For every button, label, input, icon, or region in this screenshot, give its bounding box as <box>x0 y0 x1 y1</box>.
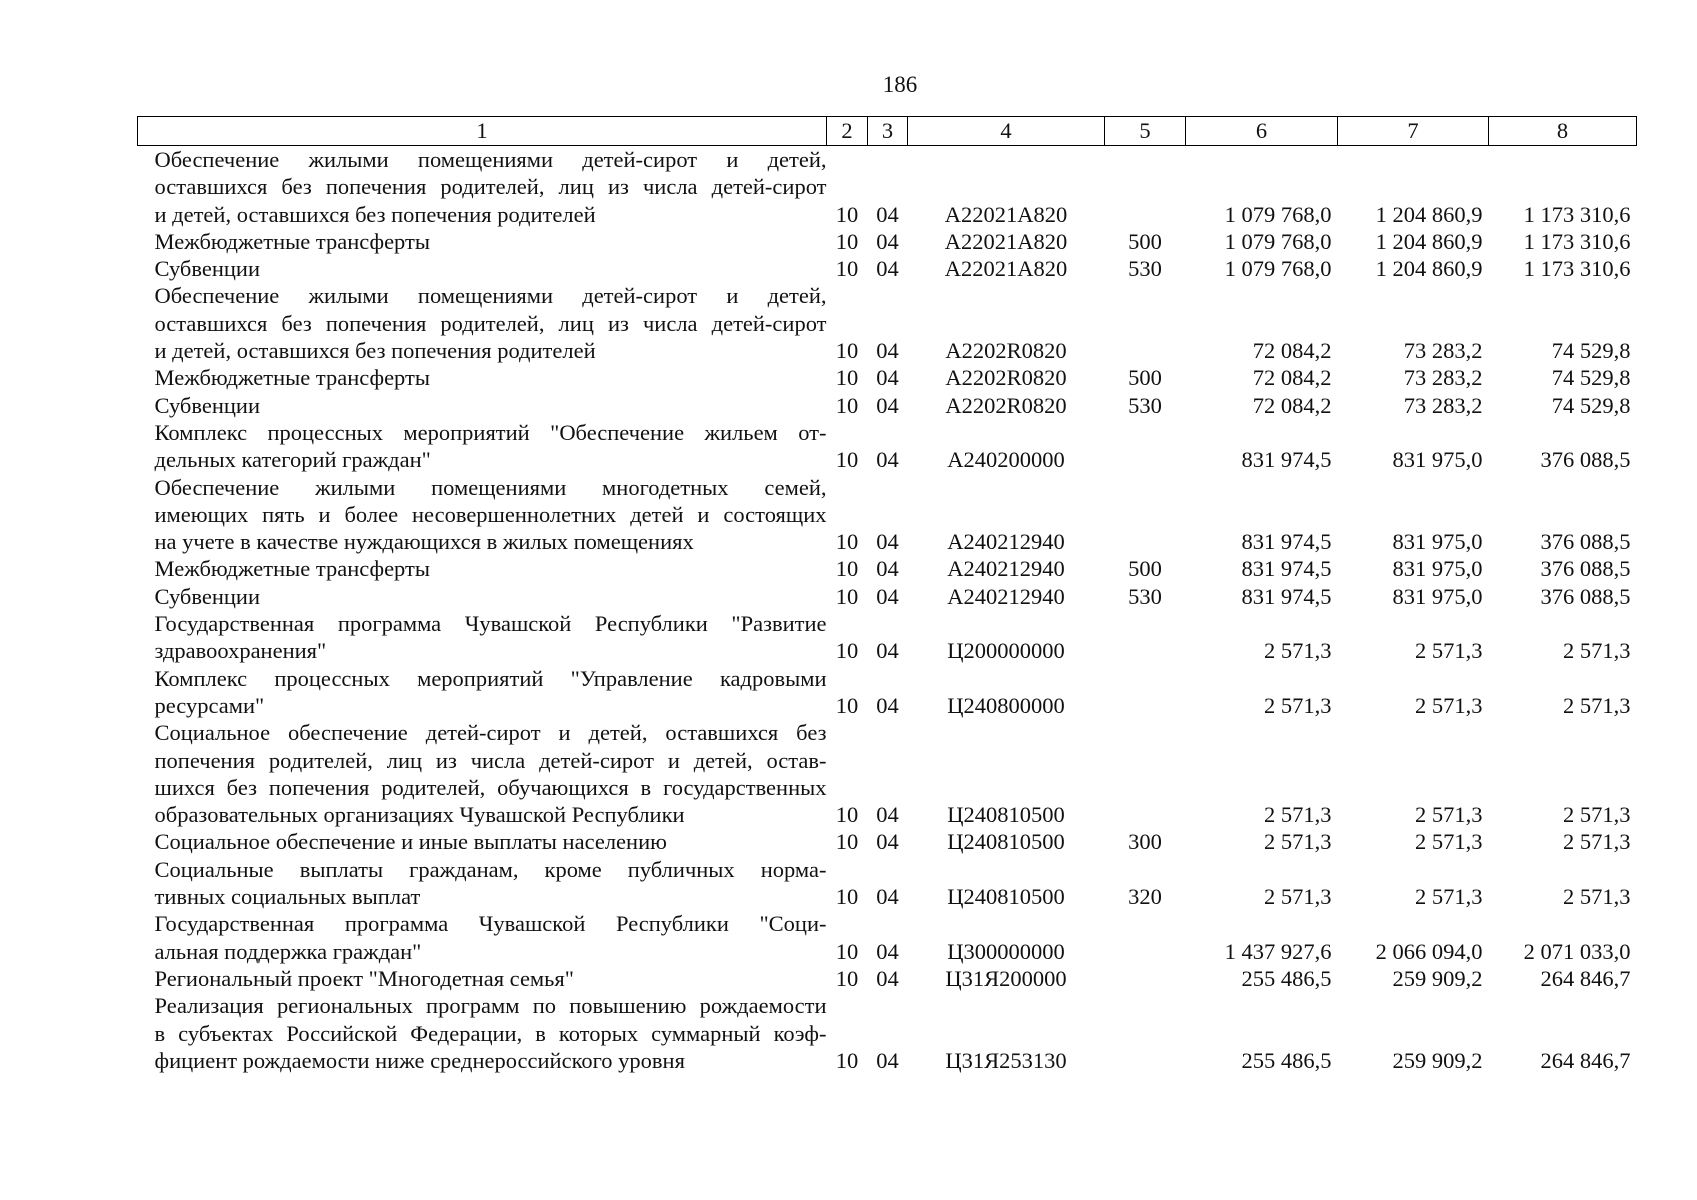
expense-type-code: 500 <box>1128 228 1162 254</box>
subsection-code: 04 <box>876 802 899 828</box>
row-name <box>138 965 827 992</box>
value-col-6: 2 571,3 <box>1264 692 1332 718</box>
expense-type-code: 500 <box>1128 365 1162 391</box>
value-col-8: 376 088,5 <box>1540 529 1631 555</box>
row-name-line: образовательных организациях Чувашской Республики <box>154 802 685 828</box>
header-cell: 6 <box>1186 117 1338 146</box>
table-row <box>138 555 1637 582</box>
value-col-7: 831 975,0 <box>1392 529 1483 555</box>
value-col-8: 74 529,8 <box>1551 365 1631 391</box>
subsection-code: 04 <box>876 201 899 227</box>
expense-type-code <box>1105 910 1186 965</box>
row-name-line: Комплекс процессных мероприятий "Обеспечение жильем от- <box>154 419 827 445</box>
table-row <box>138 282 1637 364</box>
row-name-line: оставшихся без попечения родителей, лиц из числа детей-сирот <box>154 174 827 200</box>
row-name-line: Межбюджетные трансферты <box>154 365 430 391</box>
budget-table <box>137 116 1637 1074</box>
row-name <box>138 419 827 474</box>
value-col-7: 1 204 860,9 <box>1375 228 1483 254</box>
value-col-7: 831 975,0 <box>1392 447 1483 473</box>
row-name-line: здравоохранения" <box>154 638 327 664</box>
subsection-code: 04 <box>876 447 899 473</box>
target-article-code: Ц31Я200000 <box>945 965 1067 991</box>
subsection-code: 04 <box>876 228 899 254</box>
section-code: 10 <box>835 1047 859 1073</box>
row-name-line: тивных социальных выплат <box>154 884 421 910</box>
table-row <box>138 364 1637 391</box>
section-code: 10 <box>835 529 859 555</box>
subsection-code: 04 <box>876 365 899 391</box>
value-col-7: 2 571,3 <box>1415 884 1483 910</box>
subsection-code: 04 <box>876 938 899 964</box>
row-name <box>138 610 827 665</box>
table-row <box>138 146 1637 228</box>
row-name-line: Межбюджетные трансферты <box>154 228 430 254</box>
target-article-code: А2202R0820 <box>945 338 1067 364</box>
header-cell: 3 <box>868 117 908 146</box>
target-article-code: А2202R0820 <box>945 392 1067 418</box>
value-col-8: 1 173 310,6 <box>1523 228 1631 254</box>
value-col-7: 259 909,2 <box>1392 1047 1483 1073</box>
row-name <box>138 856 827 911</box>
section-code: 10 <box>835 447 859 473</box>
row-name-line: Государственная программа Чувашской Республики "Развитие <box>154 611 827 637</box>
value-col-6: 2 571,3 <box>1264 884 1332 910</box>
subsection-code: 04 <box>876 884 899 910</box>
value-col-6: 1 079 768,0 <box>1224 228 1332 254</box>
value-col-7: 259 909,2 <box>1392 965 1483 991</box>
row-name <box>138 719 827 828</box>
value-col-8: 2 571,3 <box>1563 692 1631 718</box>
subsection-code: 04 <box>876 829 899 855</box>
value-col-8: 1 173 310,6 <box>1523 256 1631 282</box>
value-col-7: 831 975,0 <box>1392 556 1483 582</box>
target-article-code: А240200000 <box>947 447 1065 473</box>
row-name-line: Межбюджетные трансферты <box>154 556 430 582</box>
table-row <box>138 910 1637 965</box>
subsection-code: 04 <box>876 556 899 582</box>
target-article-code: А2202R0820 <box>945 365 1067 391</box>
value-col-7: 2 571,3 <box>1415 829 1483 855</box>
table-row <box>138 474 1637 556</box>
target-article-code: А22021А820 <box>944 256 1068 282</box>
expense-type-code <box>1105 610 1186 665</box>
expense-type-code <box>1105 474 1186 556</box>
expense-type-code: 320 <box>1128 884 1162 910</box>
table-row <box>138 828 1637 855</box>
row-name-line: фициент рождаемости ниже среднероссийского уровня <box>154 1047 685 1073</box>
value-col-6: 1 079 768,0 <box>1224 201 1332 227</box>
expense-type-code: 530 <box>1128 583 1162 609</box>
subsection-code: 04 <box>876 392 899 418</box>
row-name <box>138 828 827 855</box>
row-name <box>138 555 827 582</box>
target-article-code: Ц300000000 <box>947 938 1065 964</box>
table-row <box>138 665 1637 720</box>
expense-type-code: 500 <box>1128 556 1162 582</box>
expense-type-code: 530 <box>1128 256 1162 282</box>
row-name <box>138 910 827 965</box>
value-col-8: 2 071 033,0 <box>1523 938 1631 964</box>
page-number: 186 <box>882 72 918 97</box>
subsection-code: 04 <box>876 1047 899 1073</box>
value-col-8: 74 529,8 <box>1551 338 1631 364</box>
section-code: 10 <box>835 256 859 282</box>
expense-type-code <box>1105 965 1186 992</box>
row-name <box>138 364 827 391</box>
row-name-line: Социальное обеспечение детей-сирот и детей, оставшихся без <box>154 720 827 746</box>
header-cell: 1 <box>138 117 827 146</box>
row-name <box>138 228 827 255</box>
row-name <box>138 392 827 419</box>
row-name <box>138 282 827 364</box>
value-col-8: 376 088,5 <box>1540 447 1631 473</box>
value-col-7: 73 283,2 <box>1403 365 1483 391</box>
target-article-code: Ц240800000 <box>947 692 1065 718</box>
value-col-6: 255 486,5 <box>1241 965 1332 991</box>
value-col-7: 831 975,0 <box>1392 583 1483 609</box>
value-col-6: 831 974,5 <box>1241 529 1332 555</box>
value-col-6: 831 974,5 <box>1241 447 1332 473</box>
section-code: 10 <box>835 638 859 664</box>
target-article-code: А240212940 <box>947 556 1065 582</box>
row-name <box>138 992 827 1074</box>
value-col-7: 73 283,2 <box>1403 392 1483 418</box>
table-row <box>138 583 1637 610</box>
value-col-8: 2 571,3 <box>1563 638 1631 664</box>
value-col-7: 1 204 860,9 <box>1375 256 1483 282</box>
expense-type-code <box>1105 719 1186 828</box>
expense-type-code <box>1105 992 1186 1074</box>
value-col-8: 264 846,7 <box>1540 1047 1631 1073</box>
target-article-code: А22021А820 <box>944 228 1068 254</box>
subsection-code: 04 <box>876 692 899 718</box>
value-col-7: 2 571,3 <box>1415 638 1483 664</box>
value-col-7: 2 571,3 <box>1415 802 1483 828</box>
section-code: 10 <box>835 884 859 910</box>
value-col-8: 264 846,7 <box>1540 965 1631 991</box>
row-name-line: оставшихся без попечения родителей, лиц из числа детей-сирот <box>154 310 827 336</box>
section-code: 10 <box>835 556 859 582</box>
row-name <box>138 583 827 610</box>
value-col-8: 376 088,5 <box>1540 583 1631 609</box>
subsection-code: 04 <box>876 529 899 555</box>
target-article-code: А240212940 <box>947 583 1065 609</box>
value-col-7: 73 283,2 <box>1403 338 1483 364</box>
expense-type-code: 300 <box>1128 829 1162 855</box>
table-row <box>138 392 1637 419</box>
table-header-row <box>138 117 1637 146</box>
value-col-8: 2 571,3 <box>1563 884 1631 910</box>
value-col-8: 2 571,3 <box>1563 802 1631 828</box>
table-row <box>138 992 1637 1074</box>
subsection-code: 04 <box>876 638 899 664</box>
row-name-line: и детей, оставшихся без попечения родителей <box>154 201 596 227</box>
section-code: 10 <box>835 201 859 227</box>
value-col-6: 72 084,2 <box>1252 338 1332 364</box>
row-name <box>138 255 827 282</box>
header-cell: 4 <box>908 117 1105 146</box>
header-cell: 7 <box>1338 117 1489 146</box>
expense-type-code <box>1105 282 1186 364</box>
subsection-code: 04 <box>876 965 899 991</box>
row-name-line: Обеспечение жилыми помещениями многодетных семей, <box>154 474 827 500</box>
row-name-line: Обеспечение жилыми помещениями детей-сирот и детей, <box>154 283 827 309</box>
target-article-code: Ц240810500 <box>947 884 1065 910</box>
row-name-line: Реализация региональных программ по повышению рождаемости <box>154 993 827 1019</box>
row-name-line: попечения родителей, лиц из числа детей-сирот и детей, остав- <box>154 747 827 773</box>
expense-type-code: 530 <box>1128 392 1162 418</box>
value-col-6: 2 571,3 <box>1264 638 1332 664</box>
expense-type-code <box>1105 419 1186 474</box>
section-code: 10 <box>835 583 859 609</box>
row-name <box>138 474 827 556</box>
row-name-line: Социальные выплаты гражданам, кроме публичных норма- <box>154 856 827 882</box>
row-name-line: Социальное обеспечение и иные выплаты населению <box>154 829 667 855</box>
subsection-code: 04 <box>876 256 899 282</box>
row-name-line: имеющих пять и более несовершеннолетних детей и состоящих <box>154 501 827 527</box>
value-col-6: 1 079 768,0 <box>1224 256 1332 282</box>
row-name <box>138 665 827 720</box>
row-name-line: на учете в качестве нуждающихся в жилых помещениях <box>154 529 694 555</box>
row-name-line: в субъектах Российской Федерации, в которых суммарный коэф- <box>154 1020 827 1046</box>
section-code: 10 <box>835 802 859 828</box>
table-row <box>138 610 1637 665</box>
row-name <box>138 146 827 228</box>
row-name-line: Комплекс процессных мероприятий "Управление кадровыми <box>154 665 827 691</box>
value-col-8: 2 571,3 <box>1563 829 1631 855</box>
value-col-8: 74 529,8 <box>1551 392 1631 418</box>
table-row <box>138 255 1637 282</box>
section-code: 10 <box>835 365 859 391</box>
value-col-6: 72 084,2 <box>1252 392 1332 418</box>
row-name-line: ресурсами" <box>154 692 265 718</box>
expense-type-code <box>1105 146 1186 228</box>
table-row <box>138 228 1637 255</box>
row-name-line: Региональный проект "Многодетная семья" <box>154 965 574 991</box>
row-name-line: Субвенции <box>154 256 260 282</box>
value-col-7: 2 066 094,0 <box>1375 938 1483 964</box>
target-article-code: Ц31Я253130 <box>945 1047 1067 1073</box>
target-article-code: Ц240810500 <box>947 829 1065 855</box>
row-name-line: и детей, оставшихся без попечения родителей <box>154 338 596 364</box>
section-code: 10 <box>835 338 859 364</box>
value-col-7: 2 571,3 <box>1415 692 1483 718</box>
target-article-code: Ц240810500 <box>947 802 1065 828</box>
target-article-code: А240212940 <box>947 529 1065 555</box>
row-name-line: дельных категорий граждан" <box>154 447 431 473</box>
value-col-6: 72 084,2 <box>1252 365 1332 391</box>
section-code: 10 <box>835 392 859 418</box>
table-row <box>138 965 1637 992</box>
header-cell: 8 <box>1489 117 1637 146</box>
header-cell: 5 <box>1105 117 1186 146</box>
section-code: 10 <box>835 228 859 254</box>
section-code: 10 <box>835 829 859 855</box>
row-name-line: Субвенции <box>154 392 260 418</box>
row-name-line: Субвенции <box>154 583 260 609</box>
value-col-7: 1 204 860,9 <box>1375 201 1483 227</box>
value-col-6: 831 974,5 <box>1241 556 1332 582</box>
header-cell: 2 <box>827 117 868 146</box>
table-row <box>138 419 1637 474</box>
row-name-line: Государственная программа Чувашской Республики "Соци- <box>154 911 827 937</box>
value-col-6: 255 486,5 <box>1241 1047 1332 1073</box>
value-col-8: 1 173 310,6 <box>1523 201 1631 227</box>
section-code: 10 <box>835 938 859 964</box>
target-article-code: А22021А820 <box>944 201 1068 227</box>
value-col-6: 2 571,3 <box>1264 802 1332 828</box>
value-col-6: 831 974,5 <box>1241 583 1332 609</box>
table-row <box>138 856 1637 911</box>
value-col-6: 2 571,3 <box>1264 829 1332 855</box>
section-code: 10 <box>835 692 859 718</box>
row-name-line: шихся без попечения родителей, обучающихся в государственных <box>154 774 827 800</box>
expense-type-code <box>1105 665 1186 720</box>
subsection-code: 04 <box>876 338 899 364</box>
target-article-code: Ц200000000 <box>947 638 1065 664</box>
value-col-6: 1 437 927,6 <box>1224 938 1332 964</box>
table-row <box>138 719 1637 828</box>
section-code: 10 <box>835 965 859 991</box>
row-name-line: Обеспечение жилыми помещениями детей-сирот и детей, <box>154 147 827 172</box>
subsection-code: 04 <box>876 583 899 609</box>
value-col-8: 376 088,5 <box>1540 556 1631 582</box>
row-name-line: альная поддержка граждан" <box>154 938 422 964</box>
